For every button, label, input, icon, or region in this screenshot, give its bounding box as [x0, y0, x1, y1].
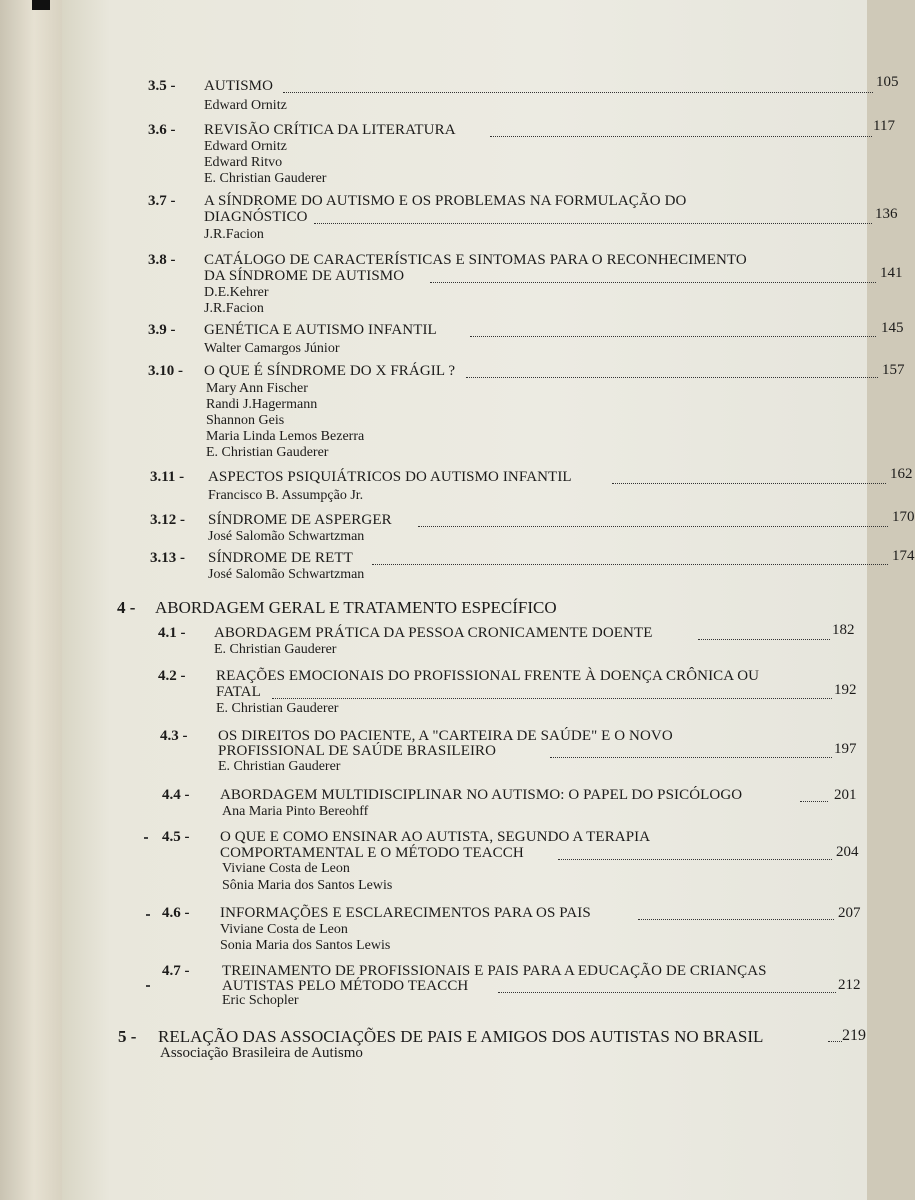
section-number: 4 - [117, 598, 136, 617]
entry-title: ABORDAGEM MULTIDISCIPLINAR NO AUTISMO: O PAPEL DO PSICÓLOGO [220, 787, 743, 803]
section-title: RELAÇÃO DAS ASSOCIAÇÕES DE PAIS E AMIGOS DOS AUTISTAS NO BRASIL [158, 1027, 764, 1046]
entry-number: 3.10 - [148, 363, 183, 379]
margin-mark [144, 837, 148, 839]
toc-entry-4-6[interactable] [162, 905, 866, 957]
entry-page: 157 [882, 362, 905, 378]
dot-leader [558, 859, 832, 860]
entry-author: Ana Maria Pinto Bereohff [222, 804, 369, 819]
entry-author: Associação Brasileira de Autismo [160, 1045, 363, 1061]
entry-page: 136 [875, 206, 898, 222]
entry-page: 174 [892, 548, 915, 564]
entry-author: Shannon Geis [206, 413, 285, 428]
dot-leader [490, 136, 872, 137]
entry-title-line-2: DA SÍNDROME DE AUTISMO [204, 268, 405, 284]
entry-author: Edward Ritvo [204, 155, 283, 170]
entry-title: O QUE É SÍNDROME DO X FRÁGIL ? [204, 363, 456, 379]
entry-number: 3.5 - [148, 78, 176, 94]
entry-number: 3.12 - [150, 512, 185, 528]
toc-entry-3-5[interactable] [148, 74, 899, 118]
dot-leader [612, 483, 886, 484]
toc-entry-3-9[interactable] [148, 320, 904, 362]
entry-number: 4.7 - [162, 963, 190, 979]
section-title: ABORDAGEM GERAL E TRATAMENTO ESPECÍFICO [155, 598, 557, 617]
entry-number: 3.8 - [148, 252, 176, 268]
entry-page: 182 [832, 622, 855, 638]
entry-page: 219 [842, 1027, 866, 1044]
toc-entry-3-8[interactable] [148, 252, 903, 318]
entry-title-line-2: AUTISTAS PELO MÉTODO TEACCH [222, 978, 469, 994]
entry-author: José Salomão Schwartzman [208, 529, 365, 544]
entry-title-line-2: DIAGNÓSTICO [204, 209, 308, 225]
dot-leader [498, 992, 836, 993]
dot-leader [418, 526, 888, 527]
entry-author: Viviane Costa de Leon [220, 922, 348, 937]
entry-title-line-1: REAÇÕES EMOCIONAIS DO PROFISSIONAL FRENTE À DOENÇA CRÔNICA OU [216, 668, 760, 684]
toc-entry-3-6[interactable] [148, 118, 895, 188]
entry-author: E. Christian Gauderer [218, 759, 341, 774]
entry-number: 3.9 - [148, 322, 176, 338]
entry-author: E. Christian Gauderer [214, 642, 337, 657]
entry-number: 3.11 - [150, 469, 185, 485]
entry-author: Sonia Maria dos Santos Lewis [220, 938, 391, 953]
section-number: 5 - [118, 1027, 137, 1046]
entry-title-line-2: PROFISSIONAL DE SAÚDE BRASILEIRO [218, 743, 497, 759]
entry-page: 192 [834, 682, 857, 698]
entry-page: 162 [890, 466, 913, 482]
entry-title-line-1: OS DIREITOS DO PACIENTE, A "CARTEIRA DE SAÚDE" E O NOVO [218, 728, 673, 744]
entry-author: E. Christian Gauderer [204, 171, 327, 186]
entry-title: SÍNDROME DE RETT [208, 550, 353, 566]
spine-mark [32, 0, 50, 10]
section-heading-4[interactable] [117, 598, 857, 622]
toc-entry-3-10[interactable] [148, 362, 905, 463]
toc-entry-4-5[interactable] [162, 829, 866, 897]
toc-entry-4-4[interactable] [162, 787, 866, 823]
entry-number: 4.2 - [158, 668, 186, 684]
entry-page: 197 [834, 741, 857, 757]
book-spine [0, 0, 62, 1200]
entry-author: Sônia Maria dos Santos Lewis [222, 878, 393, 893]
entry-title: ASPECTOS PSIQUIÁTRICOS DO AUTISMO INFANTIL [208, 469, 572, 485]
entry-title: INFORMAÇÕES E ESCLARECIMENTOS PARA OS PAIS [220, 905, 591, 921]
entry-author: Randi J.Hagermann [206, 397, 318, 412]
margin-mark [146, 914, 150, 916]
entry-author: Francisco B. Assumpção Jr. [208, 488, 364, 503]
dot-leader [828, 1041, 842, 1042]
entry-author: E. Christian Gauderer [216, 701, 339, 716]
entry-page: 201 [834, 787, 857, 803]
document-page [62, 0, 915, 1200]
section-heading-5[interactable] [118, 1027, 866, 1067]
entry-title-line-2: FATAL [216, 684, 261, 700]
entry-author: Viviane Costa de Leon [222, 861, 350, 876]
entry-title: GENÉTICA E AUTISMO INFANTIL [204, 322, 437, 338]
margin-mark [146, 985, 150, 987]
entry-title: ABORDAGEM PRÁTICA DA PESSOA CRONICAMENTE DOENTE [214, 625, 653, 641]
entry-number: 3.6 - [148, 122, 176, 138]
entry-page: 141 [880, 265, 903, 281]
dot-leader [638, 919, 834, 920]
entry-author: Edward Ornitz [204, 98, 287, 113]
dot-leader [372, 564, 888, 565]
entry-author: D.E.Kehrer [204, 285, 269, 300]
entry-title-line-1: A SÍNDROME DO AUTISMO E OS PROBLEMAS NA FORMULAÇÃO DO [204, 193, 687, 209]
toc-entry-4-2[interactable] [158, 668, 862, 720]
entry-author: José Salomão Schwartzman [208, 567, 365, 582]
dot-leader [272, 698, 832, 699]
entry-title-line-2: COMPORTAMENTAL E O MÉTODO TEACCH [220, 845, 524, 861]
entry-number: 3.13 - [150, 550, 185, 566]
entry-author: J.R.Facion [204, 301, 264, 316]
entry-number: 4.5 - [162, 829, 190, 845]
entry-title: AUTISMO [204, 78, 274, 94]
toc-entry-4-7[interactable] [162, 963, 866, 1015]
table-of-contents [62, 0, 915, 1200]
entry-title: REVISÃO CRÍTICA DA LITERATURA [204, 122, 456, 138]
entry-number: 4.6 - [162, 905, 190, 921]
toc-entry-3-12[interactable] [150, 509, 915, 548]
entry-page: 117 [873, 118, 895, 134]
dot-leader [800, 801, 828, 802]
entry-page: 105 [876, 74, 899, 90]
entry-author: J.R.Facion [204, 227, 264, 242]
entry-author: Walter Camargos Júnior [204, 341, 340, 356]
toc-entry-4-3[interactable] [160, 728, 864, 780]
toc-entry-3-11[interactable] [150, 466, 913, 509]
entry-author: Edward Ornitz [204, 139, 287, 154]
dot-leader [466, 377, 878, 378]
entry-page: 204 [836, 844, 859, 860]
toc-entry-4-1[interactable] [158, 622, 862, 661]
entry-page: 170 [892, 509, 915, 525]
dot-leader [283, 92, 873, 93]
entry-page: 145 [881, 320, 904, 336]
dot-leader [430, 282, 876, 283]
entry-author: E. Christian Gauderer [206, 445, 329, 460]
entry-title-line-1: CATÁLOGO DE CARACTERÍSTICAS E SINTOMAS PARA O RECONHECIMENTO [204, 252, 747, 268]
dot-leader [550, 757, 832, 758]
entry-page: 207 [838, 905, 861, 921]
entry-author: Mary Ann Fischer [206, 381, 308, 396]
entry-number: 3.7 - [148, 193, 176, 209]
entry-number: 4.3 - [160, 728, 188, 744]
entry-title-line-1: TREINAMENTO DE PROFISSIONAIS E PAIS PARA A EDUCAÇÃO DE CRIANÇAS [222, 963, 767, 979]
entry-number: 4.4 - [162, 787, 190, 803]
entry-title: SÍNDROME DE ASPERGER [208, 512, 392, 528]
dot-leader [470, 336, 876, 337]
entry-author: Maria Linda Lemos Bezerra [206, 429, 365, 444]
entry-title-line-1: O QUE E COMO ENSINAR AO AUTISTA, SEGUNDO A TERAPIA [220, 829, 651, 845]
entry-page: 212 [838, 977, 861, 993]
toc-entry-3-13[interactable] [150, 548, 915, 586]
dot-leader [314, 223, 872, 224]
dot-leader [698, 639, 830, 640]
entry-number: 4.1 - [158, 625, 186, 641]
entry-author: Eric Schopler [222, 993, 299, 1008]
toc-entry-3-7[interactable] [148, 193, 898, 245]
